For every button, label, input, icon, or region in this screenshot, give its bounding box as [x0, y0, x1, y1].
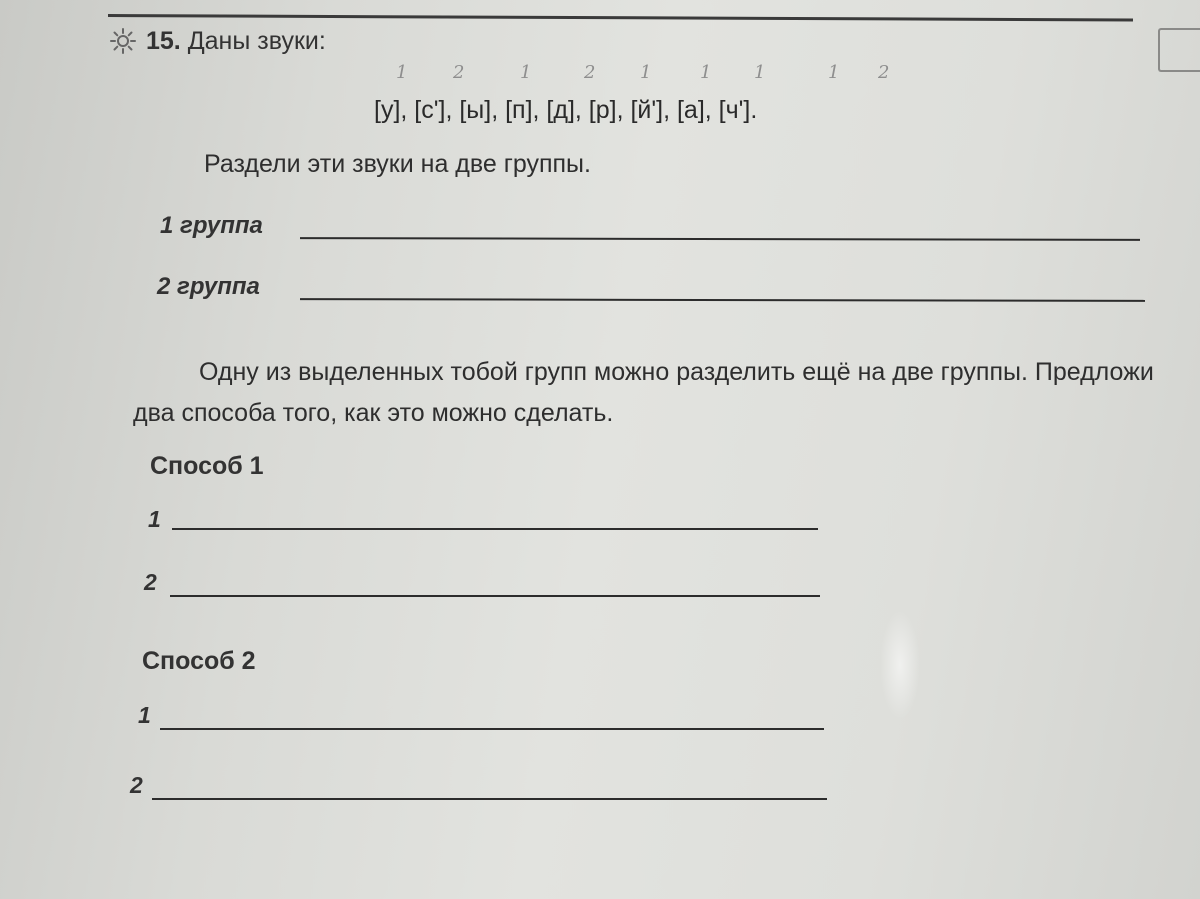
group-2-answer-line[interactable] [300, 298, 1145, 302]
method-2-answer-line-2[interactable] [152, 798, 827, 800]
method-2-item-2-number: 2 [130, 772, 143, 798]
pencil-mark: 1 [520, 62, 532, 83]
pencil-mark: 1 [640, 62, 652, 83]
pencil-marks [396, 62, 916, 90]
paragraph-text: Одну из выделенных тобой групп можно разделить ещё на две группы. Предложи два способа того, как это можно сделать. [133, 358, 1154, 427]
group-1-label: 1 группа [160, 212, 263, 239]
method-1-answer-line-1[interactable] [172, 528, 818, 530]
task-title: Даны звуки: [187, 27, 326, 55]
instruction-text: Раздели эти звуки на две группы. [204, 150, 591, 178]
score-box [1158, 28, 1200, 72]
sun-icon [110, 28, 136, 54]
pencil-mark: 2 [453, 62, 465, 83]
task-header [146, 27, 326, 56]
top-divider-line [108, 14, 1133, 21]
method-1-answer-line-2[interactable] [170, 595, 820, 597]
pencil-mark: 1 [396, 62, 408, 83]
task-paragraph [133, 352, 1163, 434]
pencil-mark: 2 [878, 62, 890, 83]
method-2-title: Способ 2 [142, 647, 256, 675]
pencil-mark: 1 [700, 62, 712, 83]
group-1-answer-line[interactable] [300, 237, 1140, 241]
method-2-item-1-number: 1 [138, 702, 151, 728]
pencil-mark: 2 [584, 62, 596, 83]
sounds-list: [у], [с'], [ы], [п], [д], [р], [й'], [а], [ч']. [374, 96, 758, 124]
pencil-mark: 1 [754, 62, 766, 83]
method-1-title: Способ 1 [150, 452, 264, 480]
method-1-item-1-number: 1 [148, 506, 161, 532]
method-1-item-2-number: 2 [144, 569, 157, 595]
pencil-mark: 1 [828, 62, 840, 83]
method-2-answer-line-1[interactable] [160, 728, 824, 730]
task-number: 15. [146, 27, 181, 55]
paper-glare [880, 610, 920, 720]
group-2-label: 2 группа [157, 273, 260, 300]
